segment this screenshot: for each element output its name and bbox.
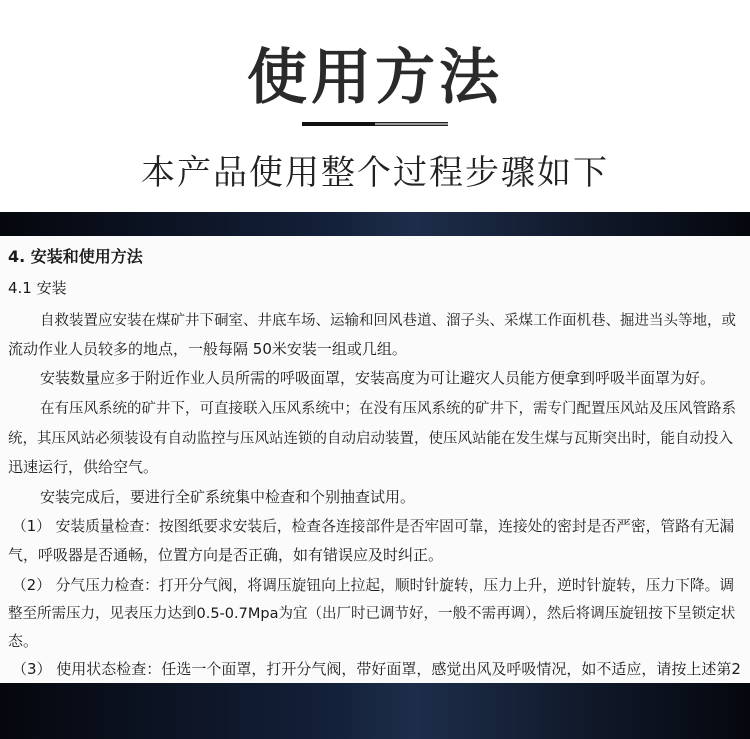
doc-line: 流动作业人员较多的地点，一般每隔 50米安装一组或几组。 [8,340,407,358]
doc-line: 自救装置应安装在煤矿井下硐室、井底车场、运输和回风巷道、溜子头、采煤工作面机巷、掘进当头等地，或 [40,313,736,329]
doc-line: 安装完成后，要进行全矿系统集中检查和个别抽查试用。 [40,488,416,506]
section-heading: 4. 安装和使用方法 [8,247,143,266]
subsection-heading: 4.1 安装 [8,279,67,297]
document-panel [0,236,750,683]
doc-line: （2） 分气压力检查：打开分气阀，将调压旋钮向上拉起，顺时针旋转，压力上升，逆时针旋转，压力下降。调 [12,577,735,594]
doc-line: 整至所需压力，见表压力达到0.5-0.7Mpa为宜（出厂时已调节好，一般不需再调），然后将调压旋钮按下呈锁定状 [8,606,736,622]
doc-line: 统，其压风站必须装设有自动监控与压风站连锁的自动启动装置，使压风站能在发生煤与瓦斯突出时，能自动投入 [8,431,733,447]
doc-line: 迅速运行，供给空气。 [8,458,159,476]
page-subtitle: 本产品使用整个过程步骤如下 [141,153,609,193]
doc-line: 态。 [8,632,39,650]
doc-line: （3） 使用状态检查：任选一个面罩，打开分气阀，带好面罩，感觉出风及呼吸情况，如不适应，请按上述第2 [12,660,741,678]
bottom-dark-band [0,683,750,739]
top-dark-band [0,212,750,236]
title-divider [302,122,448,126]
doc-line: （1） 安装质量检查：按图纸要求安装后，检查各连接部件是否牢固可靠，连接处的密封是否严密，管路有无漏 [12,518,735,535]
doc-line: 安装数量应多于附近作业人员所需的呼吸面罩，安装高度为可让避灾人员能方便拿到呼吸半面罩为好。 [40,369,716,387]
doc-line: 在有压风系统的矿井下，可直接联入压风系统中；在没有压风系统的矿井下，需专门配置压风站及压风管路系 [40,401,736,417]
divider-dark-segment [302,122,375,126]
divider-light-segment [375,123,448,125]
header-banner [0,0,750,210]
page-title: 使用方法 [247,43,503,113]
doc-line: 气，呼吸器是否通畅，位置方向是否正确，如有错误应及时纠正。 [8,546,444,564]
